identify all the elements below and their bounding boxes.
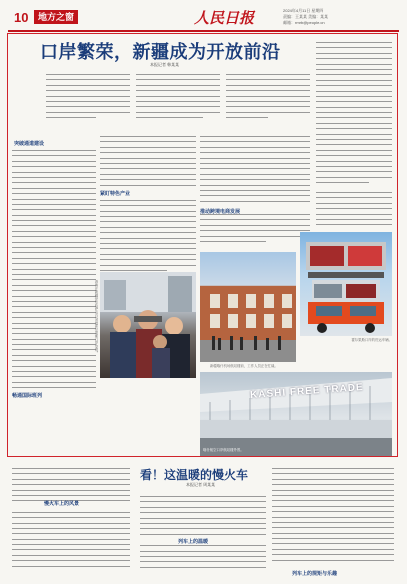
airport-sign: KASHI FREE TRADE [249,382,365,401]
photo-building [200,252,296,362]
lead-headline: 口岸繁荣，新疆成为开放前沿 [40,42,281,63]
subhead-2: 紧盯特色产业 [100,191,131,197]
photo-tourists-caption: 游客在新疆伊犁哈萨克自治州霍尔果斯口岸参观。 [94,280,98,355]
second-subhead-1: 慢火车上的风景 [44,501,80,507]
header-editor: 责编：王某某 美编：某某 [283,14,329,19]
second-col3 [272,466,394,578]
subhead-4: 畅通国际班列 [12,393,43,399]
second-byline: 本报记者 周某某 [186,482,216,487]
second-col2 [140,494,266,578]
lead-body-col3 [200,134,310,248]
second-headline: 看！这温暖的慢火车 [140,468,249,482]
page-number: 10 [14,10,29,25]
lead-intro-col2 [136,72,220,128]
lead-right-col [316,40,392,185]
lead-body-col1 [12,148,96,448]
section-tag: 地方之窗 [34,10,78,24]
page-header [8,6,399,32]
lead-byline: 本报记者 韩某某 [150,62,180,67]
lead-intro-col1 [46,72,130,128]
photo-building-caption: 新疆喀什机场航站楼前，工作人员正在忙碌。 [210,364,278,368]
photo-airport-caption: 喀什航空口岸航站楼外景。 [203,448,244,452]
photo-airport [200,372,392,456]
newspaper-logo: 人民日报 [194,9,255,27]
photo-tourists [100,272,196,378]
second-col1 [12,466,130,578]
photo-trucks [300,232,392,336]
second-subhead-3: 列车上的规矩与乐趣 [292,571,338,577]
second-subhead-2: 列车上的温暖 [178,539,209,545]
lead-intro-col3 [226,72,310,128]
subhead-1: 突破通道建设 [14,141,45,147]
lead-body-col4 [316,190,392,230]
lead-body-col2 [100,134,196,274]
header-date: 2024年4月11日 星期四 [283,8,324,13]
photo-trucks-caption: 霍尔果斯口岸的货运车辆。 [351,338,392,342]
header-meta [283,8,395,26]
header-email: 邮箱：rmrb@people.cn [283,20,325,25]
